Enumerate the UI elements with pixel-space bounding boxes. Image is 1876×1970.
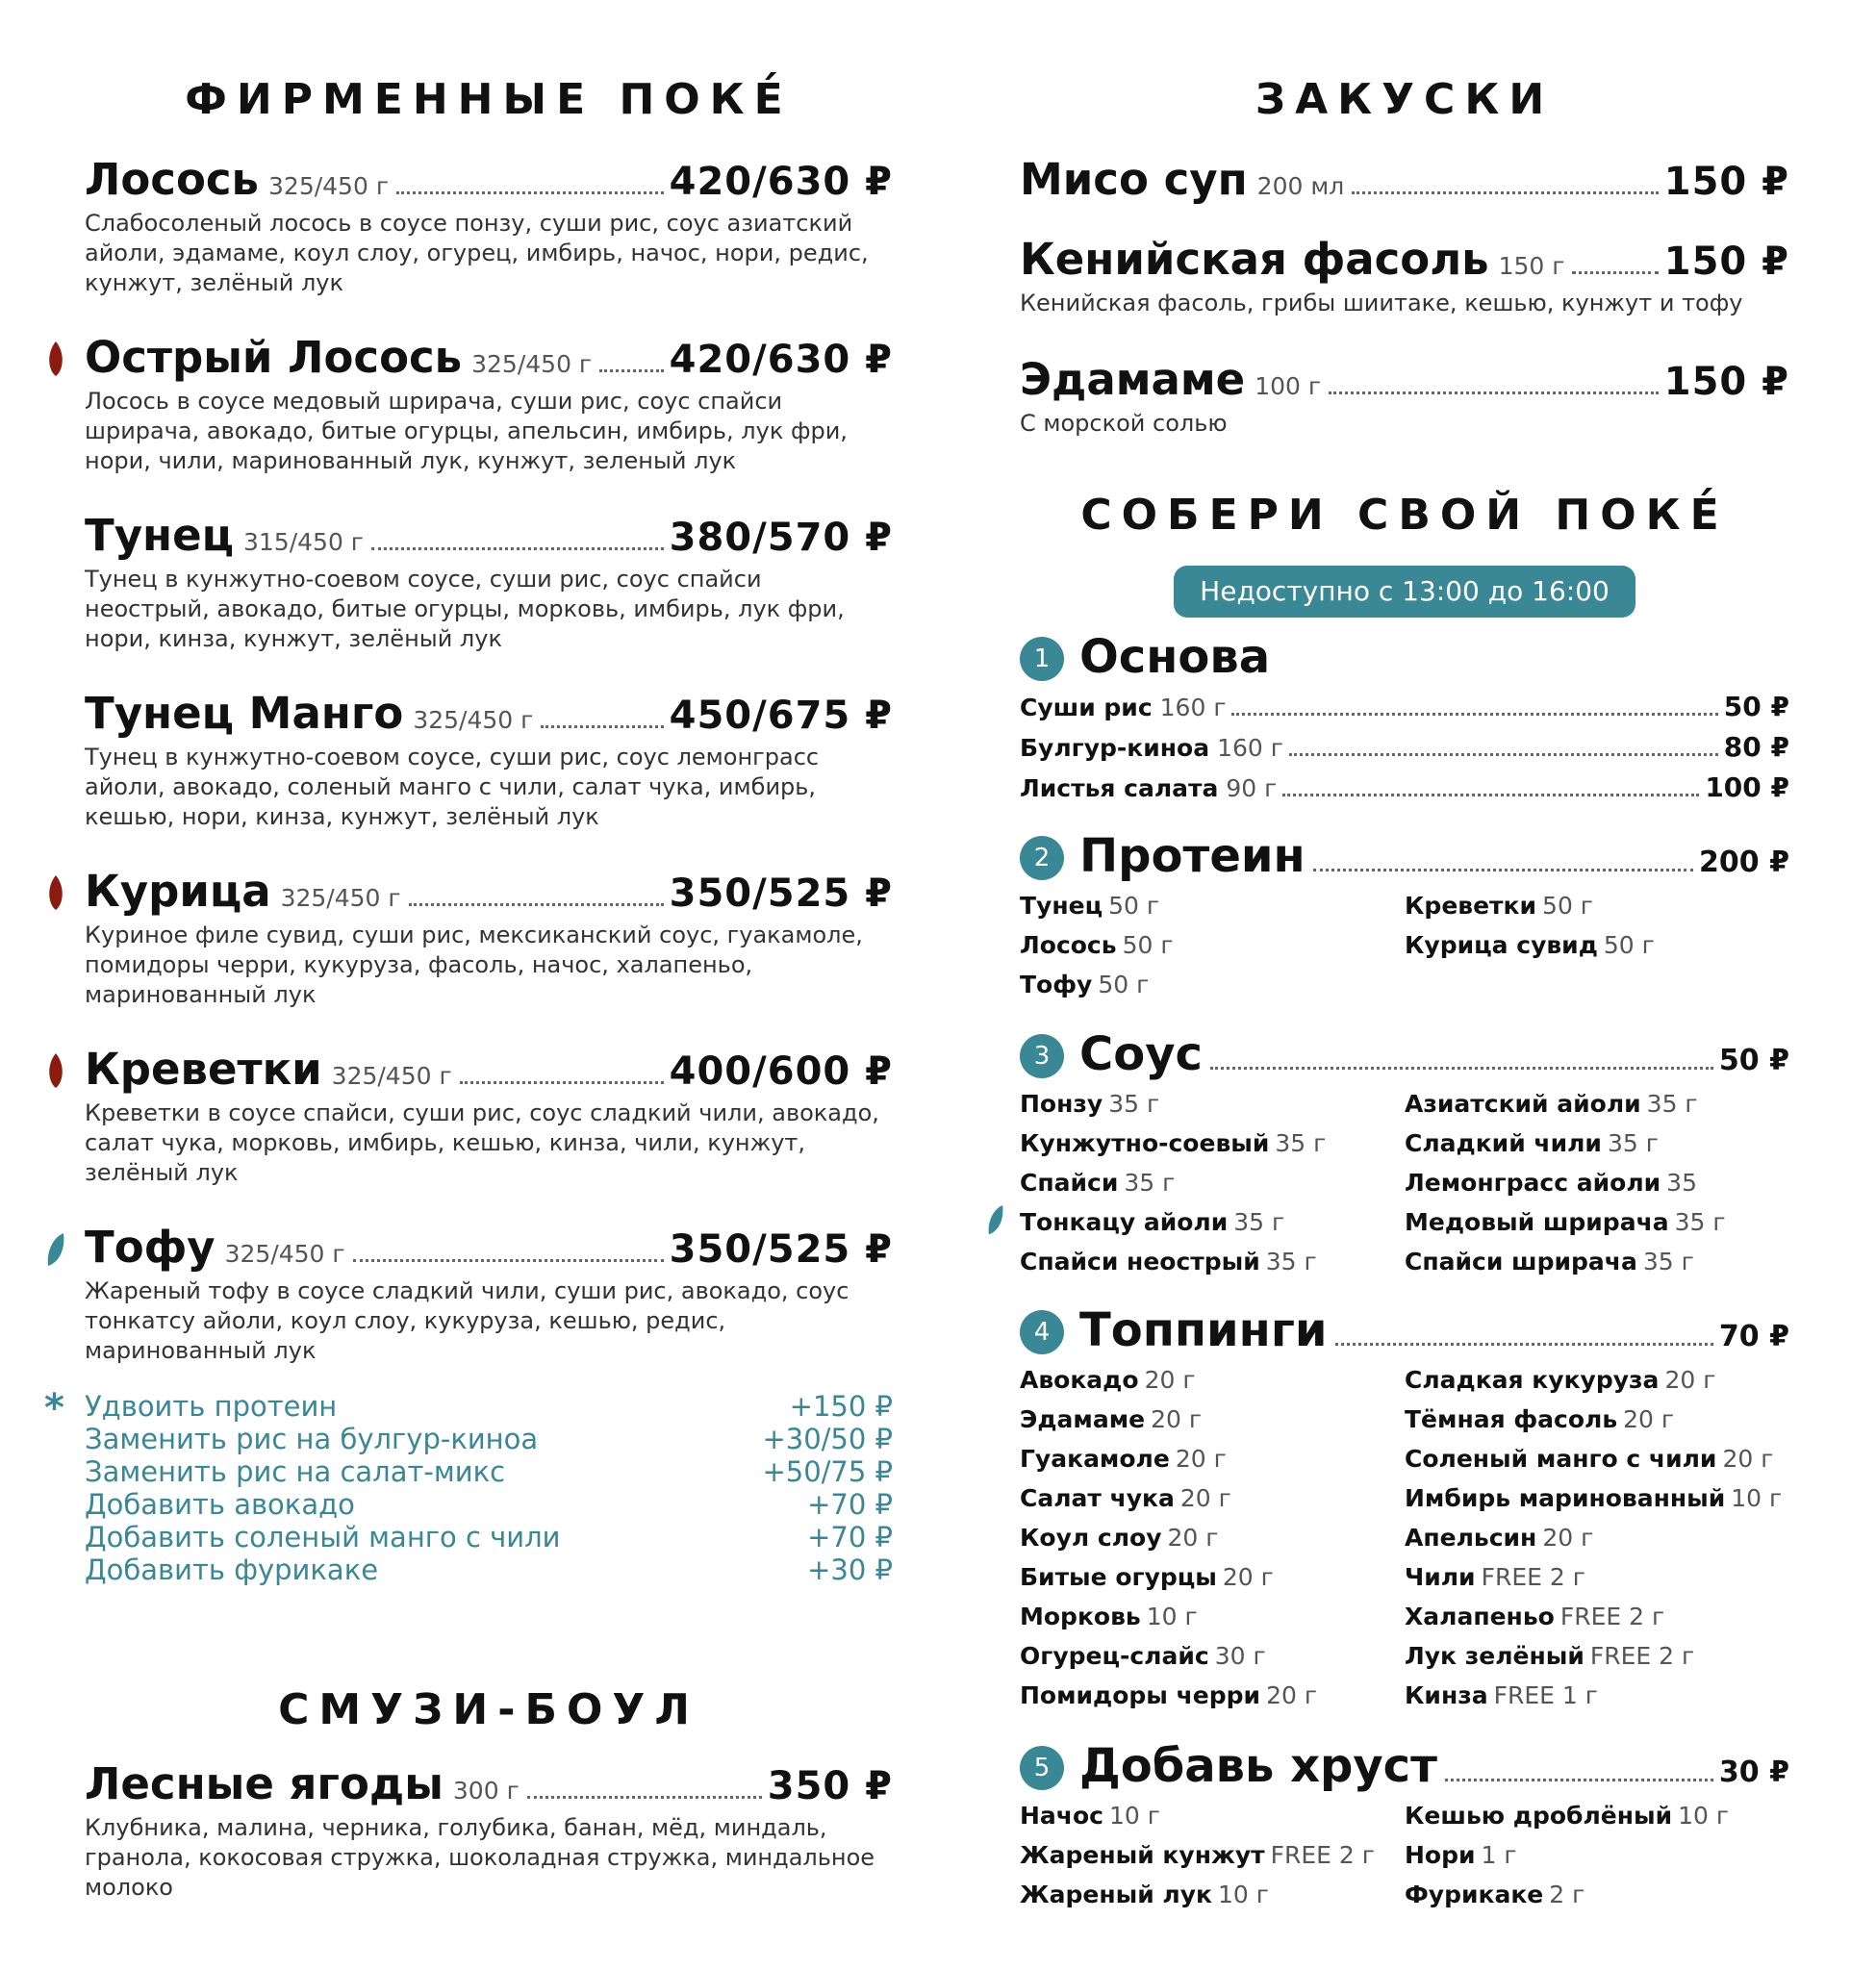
item-price: 350/525 ₽ bbox=[669, 871, 893, 916]
option-name: Азиатский айоли bbox=[1405, 1090, 1641, 1118]
leader-dots bbox=[599, 369, 664, 372]
option-name: Соленый манго с чили bbox=[1405, 1445, 1717, 1473]
base-option bbox=[1020, 768, 1789, 808]
item-weight: 315/450 г bbox=[243, 528, 364, 556]
step-sauce bbox=[1020, 1027, 1789, 1281]
option-weight: 2 г bbox=[1549, 1881, 1585, 1908]
leader-dots bbox=[460, 1081, 664, 1084]
option-item bbox=[1020, 1360, 1405, 1400]
option-weight: FREE 2 г bbox=[1270, 1841, 1375, 1869]
availability-badge: Недоступно с 13:00 до 16:00 bbox=[1174, 566, 1635, 618]
menu-item-tuna-mango bbox=[85, 688, 893, 832]
step-number-badge: 4 bbox=[1020, 1310, 1064, 1354]
item-name: Курица bbox=[85, 866, 271, 917]
item-price: 420/630 ₽ bbox=[669, 160, 893, 204]
option-name: Фурикаке bbox=[1405, 1881, 1544, 1908]
option-name: Кешью дроблёный bbox=[1405, 1802, 1673, 1830]
option-item bbox=[1405, 1875, 1789, 1914]
menu-item-chicken bbox=[85, 866, 893, 1010]
option-name: Чили bbox=[1405, 1563, 1476, 1591]
option-weight: 10 г bbox=[1731, 1484, 1783, 1512]
option-item bbox=[1020, 1400, 1405, 1439]
menu-item-edamame bbox=[1020, 354, 1789, 439]
option-item bbox=[1405, 1124, 1789, 1163]
option-weight: 1 г bbox=[1481, 1841, 1517, 1869]
step-base bbox=[1020, 630, 1789, 808]
step-title: Топпинги bbox=[1079, 1303, 1328, 1357]
leader-dots bbox=[1282, 794, 1699, 796]
spicy-chili-icon bbox=[46, 341, 65, 376]
option-weight: 20 г bbox=[1542, 1524, 1594, 1552]
extra-price: +30 ₽ bbox=[807, 1553, 893, 1586]
menu-item-shrimp bbox=[85, 1044, 893, 1188]
option-name: Лук зелёный bbox=[1405, 1642, 1584, 1670]
option-weight: FREE 2 г bbox=[1559, 1603, 1665, 1630]
option-name: Нори bbox=[1405, 1841, 1476, 1869]
option-item bbox=[1405, 1202, 1789, 1242]
option-item bbox=[1405, 1557, 1789, 1597]
leader-dots bbox=[1572, 271, 1658, 274]
step-title: Соус bbox=[1079, 1027, 1203, 1081]
step-price: 50 ₽ bbox=[1718, 1044, 1789, 1077]
option-item bbox=[1405, 1478, 1789, 1518]
option-item bbox=[1405, 1439, 1789, 1478]
step-price: 70 ₽ bbox=[1718, 1320, 1789, 1353]
option-item bbox=[1020, 886, 1405, 925]
item-price: 380/570 ₽ bbox=[669, 516, 893, 560]
option-weight: 20 г bbox=[1222, 1563, 1274, 1591]
item-name: Тофу bbox=[85, 1222, 215, 1273]
availability-badge-wrap bbox=[1020, 566, 1789, 618]
option-item bbox=[1405, 886, 1789, 925]
option-weight: 10 г bbox=[1678, 1802, 1730, 1830]
extras-list bbox=[44, 1386, 893, 1586]
option-weight: 50 г bbox=[1122, 931, 1174, 959]
extra-price: +70 ₽ bbox=[807, 1521, 893, 1553]
option-name: Листья салата bbox=[1020, 774, 1219, 802]
extra-label: Добавить фурикаке bbox=[85, 1553, 379, 1586]
option-name: Сладкий чили bbox=[1405, 1129, 1602, 1157]
option-weight: 20 г bbox=[1167, 1524, 1219, 1552]
item-name: Креветки bbox=[85, 1044, 322, 1095]
option-name: Лемонграсс айоли bbox=[1405, 1169, 1661, 1197]
option-item bbox=[1020, 1439, 1405, 1478]
option-weight: 35 bbox=[1666, 1169, 1697, 1197]
option-name: Кинза bbox=[1405, 1681, 1488, 1709]
option-weight: 35 г bbox=[1275, 1129, 1327, 1157]
option-item bbox=[1020, 1796, 1405, 1835]
leader-dots bbox=[1210, 1067, 1713, 1070]
option-item bbox=[1020, 965, 1405, 1004]
item-description: Жареный тофу в соусе сладкий чили, суши рис, авокадо, соус тонкатсу айоли, коул слоу, кукуруза, кешью, редис, маринованный лук bbox=[85, 1277, 849, 1364]
menu-item-spicy-salmon bbox=[85, 332, 893, 476]
extra-label: Заменить рис на салат-микс bbox=[85, 1455, 506, 1488]
item-weight: 200 мл bbox=[1256, 172, 1345, 200]
option-weight: 20 г bbox=[1266, 1681, 1317, 1709]
option-item bbox=[1020, 1202, 1405, 1242]
leader-dots bbox=[1335, 1343, 1713, 1346]
option-item bbox=[1405, 1084, 1789, 1124]
step-title: Добавь хруст bbox=[1079, 1739, 1437, 1793]
option-weight: 30 г bbox=[1214, 1642, 1266, 1670]
menu-item-miso-soup bbox=[1020, 154, 1789, 205]
option-item bbox=[1020, 1124, 1405, 1163]
spicy-chili-icon bbox=[46, 875, 65, 910]
step-title: Протеин bbox=[1079, 829, 1306, 883]
leader-dots bbox=[371, 547, 664, 550]
option-weight: FREE 2 г bbox=[1589, 1642, 1695, 1670]
option-name: Тофу bbox=[1020, 971, 1093, 998]
extra-row bbox=[85, 1488, 893, 1521]
extra-row bbox=[85, 1423, 893, 1455]
option-item bbox=[1405, 1163, 1789, 1202]
option-name: Спайси шрирача bbox=[1405, 1248, 1637, 1275]
signature-poke-title: ФИРМЕННЫЕ ПОКЕ́ bbox=[185, 75, 793, 124]
step-number-badge: 2 bbox=[1020, 836, 1064, 880]
option-weight: 20 г bbox=[1179, 1484, 1231, 1512]
item-name: Острый Лосось bbox=[85, 332, 463, 383]
item-description: Слабосоленый лосось в соусе понзу, суши рис, соус азиатский айоли, эдамаме, коул слоу, огурец, имбирь, начос, нори, редис, кунжут, зелёный лук bbox=[85, 210, 869, 296]
option-item bbox=[1020, 1518, 1405, 1557]
option-weight: 50 г bbox=[1098, 971, 1150, 998]
option-name: Медовый шрирача bbox=[1405, 1208, 1669, 1236]
option-item bbox=[1020, 1242, 1405, 1281]
item-description: Лосось в соусе медовый шрирача, суши рис, соус спайси шрирача, авокадо, битые огурцы, апельсин, имбирь, лук фри, нори, чили, маринованный лук, кунжут, зеленый лук bbox=[85, 388, 848, 474]
option-weight: 20 г bbox=[1664, 1366, 1716, 1394]
option-weight: 35 г bbox=[1642, 1248, 1694, 1275]
option-name: Тонкацу айоли bbox=[1020, 1208, 1229, 1236]
item-description: Клубника, малина, черника, голубика, банан, мёд, миндаль, гранола, кокосовая стружка, шоколадная стружка, миндальное молоко bbox=[85, 1814, 875, 1901]
smoothie-bowl-title: СМУЗИ-БОУЛ bbox=[278, 1685, 699, 1734]
option-weight: FREE 2 г bbox=[1481, 1563, 1585, 1591]
option-item bbox=[1020, 1875, 1405, 1914]
item-weight: 325/450 г bbox=[224, 1240, 345, 1268]
option-item bbox=[1020, 1163, 1405, 1202]
leader-dots bbox=[527, 1796, 762, 1799]
option-name: Помидоры черри bbox=[1020, 1681, 1261, 1709]
option-weight: 90 г bbox=[1226, 774, 1278, 802]
option-item bbox=[1405, 1360, 1789, 1400]
item-description: Тунец в кунжутно-соевом соусе, суши рис, соус спайси неострый, авокадо, битые огурцы, морковь, имбирь, лук фри, нори, кинза, кунжут, зелёный лук bbox=[85, 566, 845, 652]
extra-price: +70 ₽ bbox=[807, 1488, 893, 1521]
extra-row bbox=[85, 1455, 893, 1488]
option-item bbox=[1020, 1597, 1405, 1636]
item-name: Мисо суп bbox=[1020, 154, 1248, 205]
extra-label: Добавить авокадо bbox=[85, 1488, 355, 1521]
option-weight: FREE 1 г bbox=[1493, 1681, 1598, 1709]
option-name: Тунец bbox=[1020, 892, 1103, 920]
item-weight: 325/450 г bbox=[280, 884, 401, 912]
extra-price: +30/50 ₽ bbox=[762, 1423, 893, 1455]
option-name: Морковь bbox=[1020, 1603, 1141, 1630]
item-name: Лесные ягоды bbox=[85, 1758, 444, 1809]
sauce-options bbox=[1020, 1084, 1789, 1281]
option-name: Халапеньо bbox=[1405, 1603, 1555, 1630]
option-name: Креветки bbox=[1405, 892, 1537, 920]
item-price: 350 ₽ bbox=[767, 1764, 893, 1808]
item-description: Кенийская фасоль, грибы шиитаке, кешью, кунжут и тофу bbox=[1020, 290, 1743, 316]
leader-dots bbox=[409, 903, 664, 906]
base-option bbox=[1020, 687, 1789, 727]
crunch-options bbox=[1020, 1796, 1789, 1914]
vegan-leaf-icon bbox=[987, 1205, 1004, 1236]
option-name: Спайси неострый bbox=[1020, 1248, 1260, 1275]
option-name: Апельсин bbox=[1405, 1524, 1537, 1552]
option-name: Понзу bbox=[1020, 1090, 1103, 1118]
extra-row bbox=[85, 1521, 893, 1553]
step-protein bbox=[1020, 829, 1789, 1004]
step-number-badge: 3 bbox=[1020, 1034, 1064, 1078]
option-weight: 35 г bbox=[1607, 1129, 1659, 1157]
leader-dots bbox=[1313, 869, 1693, 871]
option-weight: 10 г bbox=[1218, 1881, 1269, 1908]
option-weight: 50 г bbox=[1542, 892, 1593, 920]
option-name: Тёмная фасоль bbox=[1405, 1405, 1618, 1433]
item-price: 150 ₽ bbox=[1663, 240, 1789, 284]
menu-item-tofu bbox=[85, 1222, 893, 1366]
option-weight: 35 г bbox=[1265, 1248, 1317, 1275]
leader-dots bbox=[1231, 713, 1717, 716]
extra-label: Заменить рис на булгур-киноа bbox=[85, 1423, 539, 1455]
option-item bbox=[1020, 1478, 1405, 1518]
option-name: Лосось bbox=[1020, 931, 1117, 959]
item-name: Тунец Манго bbox=[85, 688, 404, 739]
option-weight: 20 г bbox=[1623, 1405, 1675, 1433]
spicy-chili-icon bbox=[46, 1053, 65, 1088]
item-description: Тунец в кунжутно-соевом соусе, суши рис, соус лемонграсс айоли, авокадо, соленый манго с чили, салат чука, имбирь, кешью, нори, кинза, кунжут, зелёный лук bbox=[85, 744, 820, 830]
item-weight: 325/450 г bbox=[268, 172, 389, 200]
asterisk-icon: * bbox=[44, 1386, 64, 1430]
option-price: 80 ₽ bbox=[1723, 731, 1789, 763]
option-name: Имбирь маринованный bbox=[1405, 1484, 1726, 1512]
step-price: 30 ₽ bbox=[1718, 1755, 1789, 1789]
leader-dots bbox=[1352, 191, 1659, 194]
option-name: Авокадо bbox=[1020, 1366, 1139, 1394]
option-weight: 35 г bbox=[1674, 1208, 1726, 1236]
step-title: Основа bbox=[1079, 630, 1271, 684]
option-name: Курица сувид bbox=[1405, 931, 1598, 959]
vegan-leaf-icon bbox=[46, 1233, 65, 1268]
option-weight: 20 г bbox=[1175, 1445, 1227, 1473]
build-your-poke-title: СОБЕРИ СВОЙ ПОКЕ́ bbox=[1080, 491, 1729, 540]
extra-label: Добавить соленый манго с чили bbox=[85, 1521, 561, 1553]
step-price: 200 ₽ bbox=[1699, 846, 1789, 879]
leader-dots bbox=[396, 191, 664, 194]
step-number-badge: 1 bbox=[1020, 637, 1064, 681]
item-description: Куриное филе сувид, суши рис, мексиканский соус, гуакамоле, помидоры черри, кукуруза, фасоль, начос, халапеньо, маринованный лук bbox=[85, 922, 863, 1008]
item-weight: 325/450 г bbox=[331, 1062, 452, 1090]
option-weight: 160 г bbox=[1159, 694, 1227, 721]
menu-item-salmon bbox=[85, 154, 893, 298]
option-price: 50 ₽ bbox=[1723, 691, 1789, 722]
option-price: 100 ₽ bbox=[1705, 771, 1789, 803]
option-item bbox=[1020, 1557, 1405, 1597]
option-name: Эдамаме bbox=[1020, 1405, 1146, 1433]
item-price: 420/630 ₽ bbox=[669, 338, 893, 382]
item-weight: 325/450 г bbox=[413, 706, 534, 734]
option-name: Булгур-киноа bbox=[1020, 734, 1210, 762]
option-name: Коул слоу bbox=[1020, 1524, 1162, 1552]
item-name: Тунец bbox=[85, 510, 234, 561]
option-item bbox=[1405, 1518, 1789, 1557]
option-name: Кунжутно-соевый bbox=[1020, 1129, 1270, 1157]
step-crunch bbox=[1020, 1739, 1789, 1914]
option-name: Гуакамоле bbox=[1020, 1445, 1170, 1473]
option-weight: 20 г bbox=[1144, 1366, 1196, 1394]
option-item bbox=[1405, 1400, 1789, 1439]
item-price: 150 ₽ bbox=[1663, 160, 1789, 204]
extra-row bbox=[85, 1553, 893, 1586]
item-weight: 300 г bbox=[452, 1777, 520, 1805]
option-item bbox=[1020, 925, 1405, 965]
item-weight: 100 г bbox=[1255, 372, 1321, 400]
item-name: Лосось bbox=[85, 154, 260, 205]
option-weight: 20 г bbox=[1151, 1405, 1203, 1433]
item-description: С морской солью bbox=[1020, 410, 1228, 437]
option-item bbox=[1020, 1084, 1405, 1124]
option-name: Жареный лук bbox=[1020, 1881, 1212, 1908]
topping-options bbox=[1020, 1360, 1789, 1715]
leader-dots bbox=[1289, 753, 1718, 756]
item-price: 150 ₽ bbox=[1663, 360, 1789, 404]
option-name: Битые огурцы bbox=[1020, 1563, 1217, 1591]
option-weight: 35 г bbox=[1233, 1208, 1285, 1236]
option-weight: 20 г bbox=[1722, 1445, 1774, 1473]
item-name: Кенийская фасоль bbox=[1020, 234, 1489, 285]
option-weight: 50 г bbox=[1603, 931, 1655, 959]
leader-dots bbox=[353, 1259, 664, 1262]
option-item bbox=[1405, 1597, 1789, 1636]
option-weight: 35 г bbox=[1646, 1090, 1698, 1118]
option-weight: 35 г bbox=[1124, 1169, 1176, 1197]
extra-price: +150 ₽ bbox=[789, 1390, 893, 1423]
leader-dots bbox=[1445, 1779, 1713, 1781]
step-toppings bbox=[1020, 1303, 1789, 1715]
option-name: Суши рис bbox=[1020, 694, 1153, 721]
option-weight: 160 г bbox=[1217, 734, 1283, 762]
option-item bbox=[1405, 1835, 1789, 1875]
option-item bbox=[1020, 1835, 1405, 1875]
option-name: Начос bbox=[1020, 1802, 1103, 1830]
leader-dots bbox=[541, 725, 663, 728]
option-weight: 35 г bbox=[1108, 1090, 1160, 1118]
item-price: 350/525 ₽ bbox=[669, 1227, 893, 1272]
item-weight: 150 г bbox=[1498, 252, 1565, 280]
option-item bbox=[1405, 1676, 1789, 1715]
option-name: Салат чука bbox=[1020, 1484, 1175, 1512]
item-weight: 325/450 г bbox=[471, 350, 593, 378]
option-item bbox=[1405, 1242, 1789, 1281]
item-price: 400/600 ₽ bbox=[669, 1049, 893, 1094]
item-description: Креветки в соусе спайси, суши рис, соус сладкий чили, авокадо, салат чука, морковь, имбирь, кешью, кинза, чили, кунжут, зелёный лук bbox=[85, 1099, 879, 1186]
option-item bbox=[1405, 1796, 1789, 1835]
item-price: 450/675 ₽ bbox=[669, 694, 893, 738]
option-name: Сладкая кукуруза bbox=[1405, 1366, 1660, 1394]
option-item bbox=[1405, 1636, 1789, 1676]
menu-item-forest-berries bbox=[85, 1758, 893, 1903]
extra-label: Удвоить протеин bbox=[85, 1390, 338, 1423]
option-name: Спайси bbox=[1020, 1169, 1119, 1197]
option-name: Огурец-слайс bbox=[1020, 1642, 1209, 1670]
option-item bbox=[1020, 1636, 1405, 1676]
snacks-title: ЗАКУСКИ bbox=[1255, 75, 1555, 124]
option-name: Жареный кунжут bbox=[1020, 1841, 1265, 1869]
option-item bbox=[1020, 1676, 1405, 1715]
option-weight: 50 г bbox=[1108, 892, 1160, 920]
step-number-badge: 5 bbox=[1020, 1746, 1064, 1790]
item-name: Эдамаме bbox=[1020, 354, 1246, 405]
protein-options bbox=[1020, 886, 1789, 1004]
option-weight: 10 г bbox=[1108, 1802, 1160, 1830]
menu-item-kenyan-beans bbox=[1020, 234, 1789, 318]
leader-dots bbox=[1329, 391, 1659, 394]
base-option bbox=[1020, 727, 1789, 768]
extra-row bbox=[85, 1390, 893, 1423]
option-weight: 10 г bbox=[1146, 1603, 1198, 1630]
menu-item-tuna bbox=[85, 510, 893, 654]
option-item bbox=[1405, 925, 1789, 965]
extra-price: +50/75 ₽ bbox=[762, 1455, 893, 1488]
